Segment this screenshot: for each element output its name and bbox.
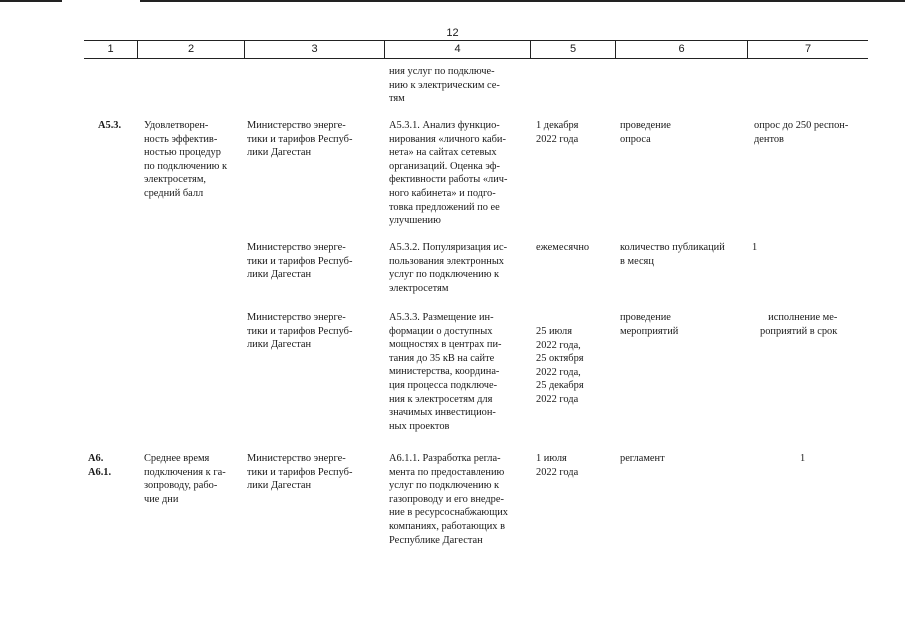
header-col-1: 1 (107, 43, 114, 55)
header-col-6: 6 (678, 43, 685, 55)
top-rule-left (0, 0, 62, 2)
row-target: 1 (800, 453, 806, 464)
row-ministry: Министерство энерге- тики и тарифов Респуб- лики Дагестан (247, 242, 353, 281)
row-measure: А5.3.3. Размещение ин- формации о доступных мощностях в центрах пи- тания до 35 кВ на сайте министерства, координа- ция процесса подключе- ния к электросетям для значимых инвестицион- ных проектов (389, 312, 502, 432)
row-id: A5.3. (98, 120, 122, 131)
header-col-2: 2 (187, 43, 195, 55)
row-target: опрос до 250 респон- дентов (754, 120, 849, 145)
row-ministry: Министерство энерге- тики и тарифов Респуб- лики Дагестан (247, 120, 353, 159)
row-measure: А5.3.1. Анализ функцио- нирования «личного каби- нета» на сайтах сетевых организаций. Оценка эф- фективности работы «лич- ного кабинета» и подго- товка предложений по ее улучшению (389, 120, 508, 227)
header-col-3: 3 (311, 43, 318, 55)
table-header (84, 40, 868, 59)
row-target: 1 (752, 242, 758, 253)
row-target: исполнение ме- роприятий в срок (760, 312, 838, 337)
row-deadline: ежемесячно (536, 242, 590, 253)
top-rule-right (140, 0, 905, 2)
page-number: 12 (446, 27, 459, 39)
row-ministry: Министерство энерге- тики и тарифов Респуб- лики Дагестан (247, 312, 353, 351)
continuation-measure: ния услуг по подключе- нию к электрическим се- тям (389, 66, 500, 105)
row-result: проведение опроса (620, 120, 671, 145)
row-ministry: Министерство энерге- тики и тарифов Респуб- лики Дагестан (247, 453, 353, 492)
row-id: А6. А6.1. (88, 453, 112, 478)
row-measure: А6.1.1. Разработка регла- мента по предоставлению услуг по подключению к газопроводу и его внедре- ние в ресурсоснабжающих компаниях, работающих в Республике Дагестан (389, 453, 508, 546)
header-col-5: 5 (569, 43, 577, 55)
row-deadline: 1 декабря 2022 года (536, 120, 579, 145)
row-deadline: 25 июля 2022 года, 25 октября 2022 года, 25 декабря 2022 года (536, 326, 584, 405)
header-col-4: 4 (454, 43, 461, 55)
row-measure: А5.3.2. Популяризация ис- пользования электронных услуг по подключению к электросетям (389, 242, 508, 294)
row-result: регламент (620, 453, 665, 464)
header-col-7: 7 (804, 43, 812, 55)
row-result: проведение мероприятий (620, 312, 679, 337)
row-deadline: 1 июля 2022 года (536, 453, 579, 478)
row-indicator: Среднее время подключения к га- зопроводу, рабо- чие дни (144, 453, 226, 505)
row-indicator: Удовлетворен- ность эффектив- ностью процедур по подключению к электросетям, средний балл (144, 120, 228, 199)
row-result: количество публикаций в месяц (620, 242, 725, 267)
